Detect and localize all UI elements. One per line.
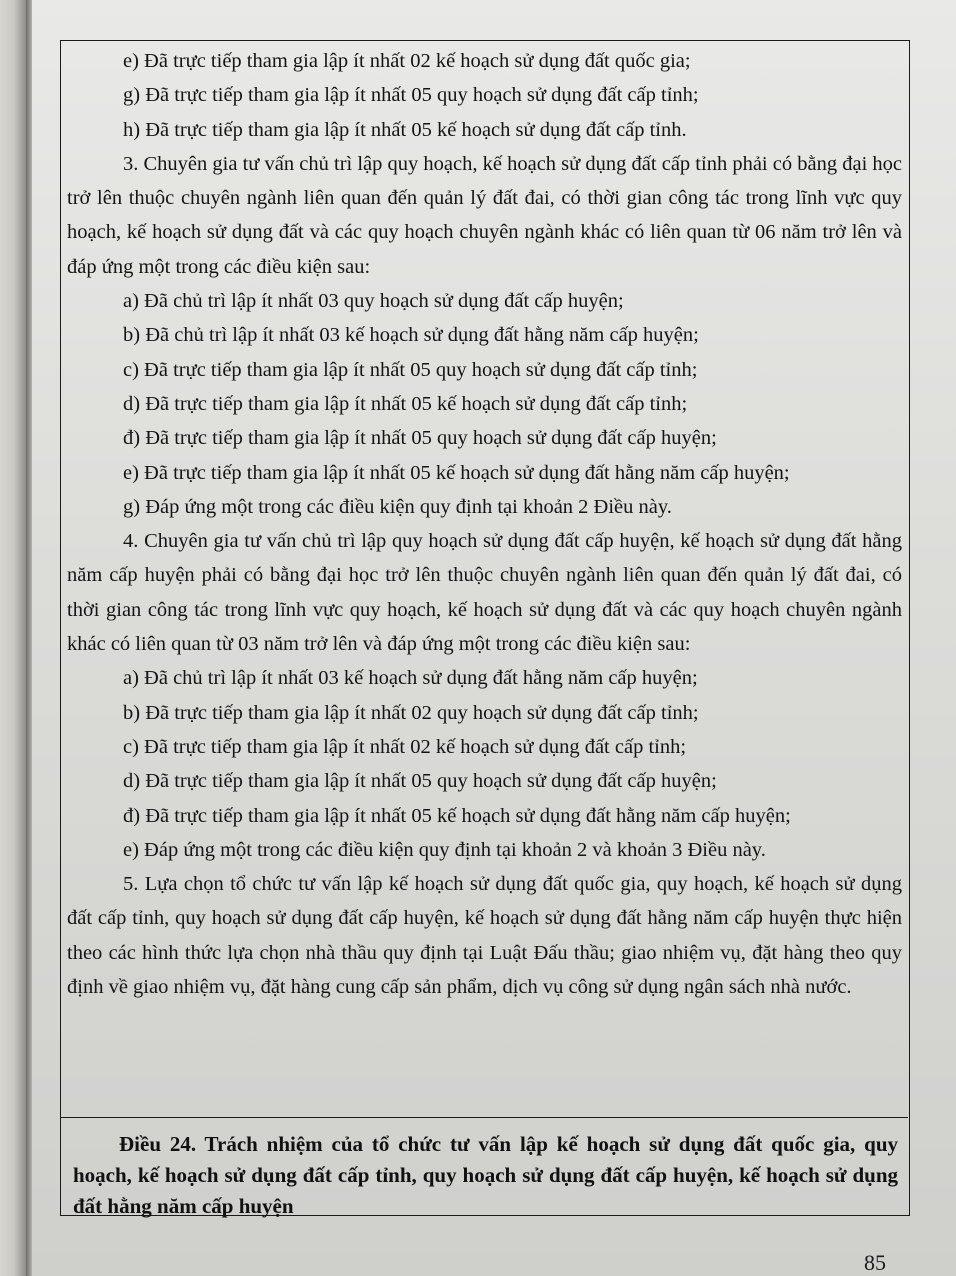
paragraph: c) Đã trực tiếp tham gia lập ít nhất 02 kế hoạch sử dụng đất cấp tỉnh;: [123, 735, 687, 758]
body-text: [61, 41, 908, 1108]
section-divider: [61, 1117, 908, 1118]
content-frame: [60, 40, 910, 1216]
paragraph: e) Đáp ứng một trong các điều kiện quy định tại khoản 2 và khoản 3 Điều này.: [123, 838, 766, 861]
paragraph: 3. Chuyên gia tư vấn chủ trì lập quy hoạch, kế hoạch sử dụng đất cấp tỉnh phải có bằng đại học trở lên thuộc chuyên ngành liên quan đến quản lý đất đai, có thời gian công tác trong lĩnh vực quy hoạch, kế hoạch sử dụng đất và các quy hoạch chuyên ngành khác có liên quan từ 06 năm trở lên và đáp ứng một trong các điều kiện sau:: [67, 152, 902, 278]
paragraph: c) Đã trực tiếp tham gia lập ít nhất 05 quy hoạch sử dụng đất cấp tỉnh;: [123, 358, 698, 381]
paragraph: đ) Đã trực tiếp tham gia lập ít nhất 05 kế hoạch sử dụng đất hằng năm cấp huyện;: [123, 804, 791, 827]
page-number: 85: [864, 1250, 886, 1275]
book-page: [32, 0, 956, 1276]
paragraph: g) Đáp ứng một trong các điều kiện quy định tại khoản 2 Điều này.: [123, 495, 672, 518]
paragraph: 5. Lựa chọn tổ chức tư vấn lập kế hoạch sử dụng đất quốc gia, quy hoạch, kế hoạch sử dụng đất cấp tỉnh, quy hoạch sử dụng đất cấp huyện, kế hoạch sử dụng đất hằng năm cấp huyện thực hiện theo các hình thức lựa chọn nhà thầu quy định tại Luật Đấu thầu; giao nhiệm vụ, đặt hàng theo quy định về giao nhiệm vụ, đặt hàng cung cấp sản phẩm, dịch vụ công sử dụng ngân sách nhà nước.: [67, 873, 902, 999]
paragraph: d) Đã trực tiếp tham gia lập ít nhất 05 quy hoạch sử dụng đất cấp huyện;: [123, 770, 717, 793]
paragraph: b) Đã trực tiếp tham gia lập ít nhất 02 quy hoạch sử dụng đất cấp tỉnh;: [123, 701, 699, 724]
paragraph: b) Đã chủ trì lập ít nhất 03 kế hoạch sử dụng đất hằng năm cấp huyện;: [123, 324, 699, 347]
paragraph: e) Đã trực tiếp tham gia lập ít nhất 02 kế hoạch sử dụng đất quốc gia;: [123, 50, 691, 72]
paragraph: d) Đã trực tiếp tham gia lập ít nhất 05 kế hoạch sử dụng đất cấp tỉnh;: [123, 392, 688, 415]
paragraph: g) Đã trực tiếp tham gia lập ít nhất 05 quy hoạch sử dụng đất cấp tỉnh;: [123, 84, 699, 107]
paragraph: h) Đã trực tiếp tham gia lập ít nhất 05 kế hoạch sử dụng đất cấp tỉnh.: [123, 118, 687, 141]
paragraph: 4. Chuyên gia tư vấn chủ trì lập quy hoạch sử dụng đất cấp huyện, kế hoạch sử dụng đất hằng năm cấp huyện phải có bằng đại học trở lên thuộc chuyên ngành liên quan đến quản lý đất đai, có thời gian công tác trong lĩnh vực quy hoạch, kế hoạch sử dụng đất và các quy hoạch chuyên ngành khác có liên quan từ 03 năm trở lên và đáp ứng một trong các điều kiện sau:: [67, 530, 902, 656]
paragraph: e) Đã trực tiếp tham gia lập ít nhất 05 kế hoạch sử dụng đất hằng năm cấp huyện;: [123, 461, 790, 484]
article-heading: Điều 24. Trách nhiệm của tổ chức tư vấn lập kế hoạch sử dụng đất quốc gia, quy hoạch, kế hoạch sử dụng đất cấp tỉnh, quy hoạch sử dụng đất cấp huyện, kế hoạch sử dụng đất hằng năm cấp huyện: [73, 1132, 898, 1218]
paragraph: a) Đã chủ trì lập ít nhất 03 kế hoạch sử dụng đất hằng năm cấp huyện;: [123, 667, 698, 690]
paragraph: đ) Đã trực tiếp tham gia lập ít nhất 05 quy hoạch sử dụng đất cấp huyện;: [123, 427, 717, 450]
book-spine: [0, 0, 26, 1276]
paragraph: a) Đã chủ trì lập ít nhất 03 quy hoạch sử dụng đất cấp huyện;: [123, 290, 624, 313]
